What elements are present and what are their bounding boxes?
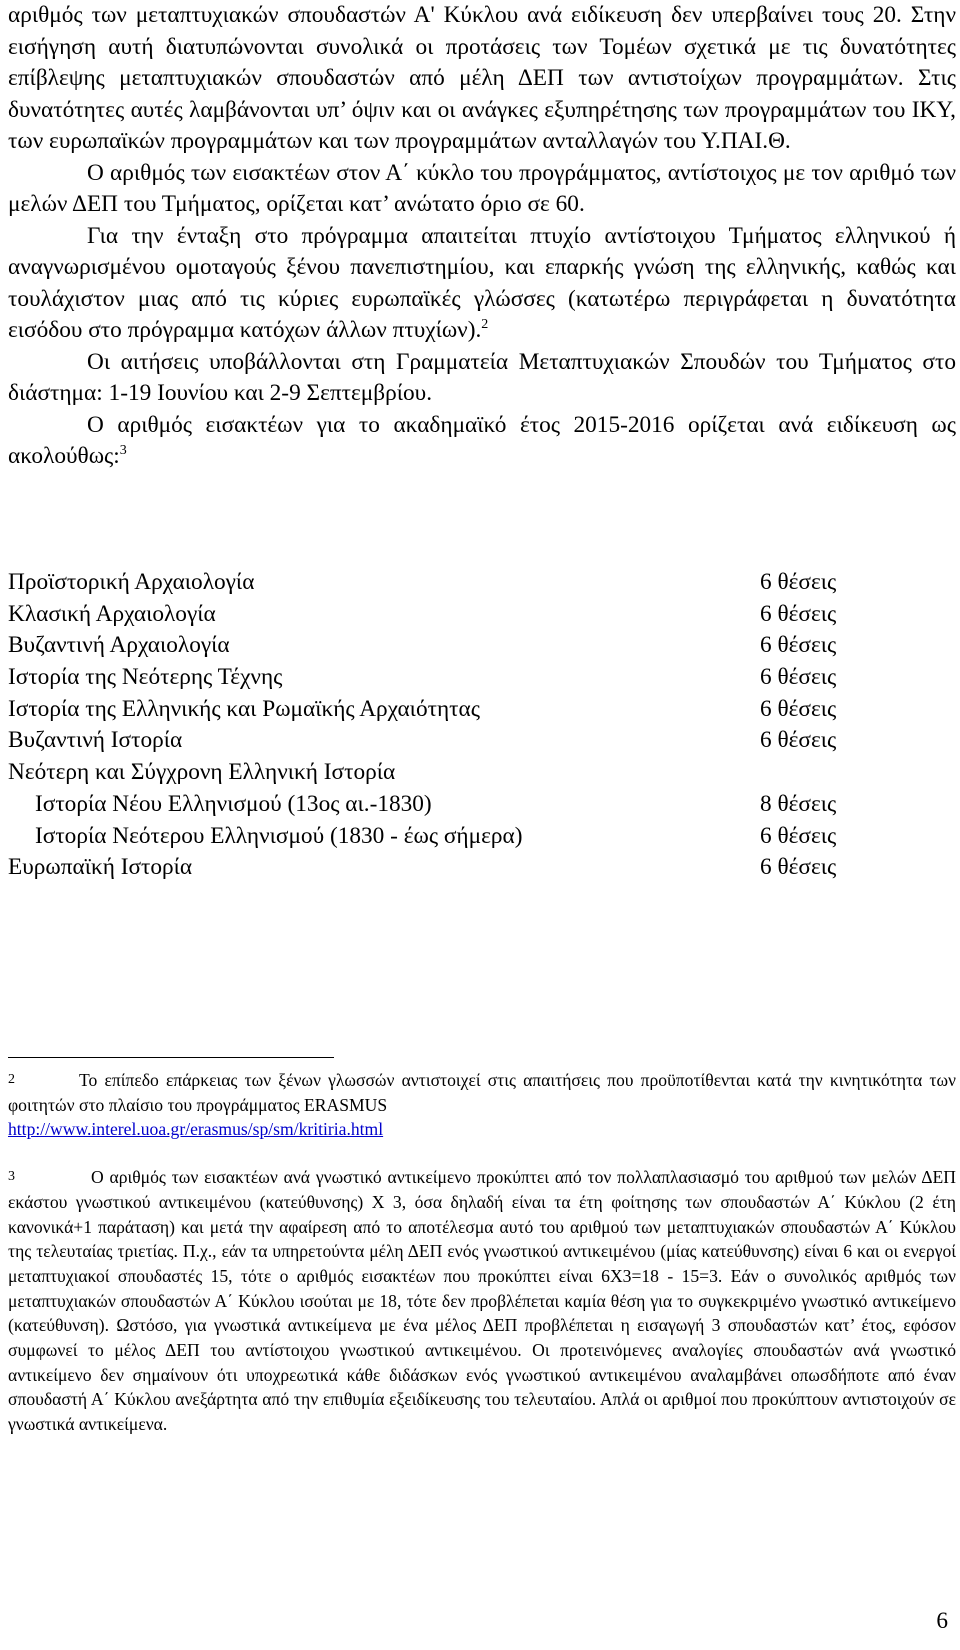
specialization-name: Κλασική Αρχαιολογία	[8, 600, 216, 627]
footnote-3	[8, 1165, 956, 1437]
seat-count: 8 θέσεις	[760, 790, 837, 817]
seat-count: 6 θέσεις	[760, 664, 837, 691]
specialization-name: Βυζαντινή Αρχαιολογία	[8, 632, 230, 659]
allocation-list	[8, 567, 908, 884]
footnote-link[interactable]: http://www.interel.uoa.gr/erasmus/sp/sm/kritiria.html	[8, 1119, 384, 1140]
specialization-name: Ιστορία Νέου Ελληνισμού (13ος αι.-1830)	[35, 790, 432, 817]
list-item	[8, 821, 908, 853]
seat-count: 6 θέσεις	[760, 600, 837, 627]
specialization-name: Ιστορία της Νεότερης Τέχνης	[8, 664, 283, 691]
list-item	[8, 694, 908, 726]
footnote-separator	[8, 1057, 334, 1058]
footnote-ref-3: 3	[119, 443, 127, 459]
specialization-name: Βυζαντινή Ιστορία	[8, 727, 183, 754]
footnote-ref-2: 2	[481, 317, 489, 333]
seat-count: 6 θέσεις	[760, 854, 837, 881]
specialization-name: Προϊστορική Αρχαιολογία	[8, 569, 255, 595]
seat-count: 6 θέσεις	[760, 727, 837, 754]
paragraph-requirements: Για την ένταξη στο πρόγραμμα απαιτείται πτυχίο αντίστοιχου Τμήματος ελληνικού ή αναγνωρισμένου ομοταγούς ξένου πανεπιστημίου, και επαρκής γνώση της ελληνικής, καθώς και τουλάχιστον μιας από τις κύριες ευρωπαϊκές γλώσσες (κατωτέρω περιγράφεται η δυνατότητα εισόδου στο πρόγραμμα κατόχων άλλων πτυχίων).$^2$	[8, 222, 956, 343]
paragraph-intake: Ο αριθμός εισακτέων για το ακαδημαϊκό έτος 2015-2016 ορίζεται ανά ειδίκευση ως ακολούθως:$^3$	[8, 411, 956, 469]
seat-count: 6 θέσεις	[760, 695, 837, 722]
footnote-2	[8, 1068, 956, 1142]
list-item	[8, 599, 908, 631]
list-item	[8, 662, 908, 694]
list-item	[8, 567, 908, 599]
specialization-name: Ευρωπαϊκή Ιστορία	[8, 854, 193, 881]
footnotes	[8, 1068, 956, 1437]
list-item	[8, 852, 908, 884]
paragraph-continuation: αριθμός των μεταπτυχιακών σπουδαστών Α' Κύκλου ανά ειδίκευση δεν υπερβαίνει τους 20. Στην εισήγηση αυτή διατυπώνονται συνολικά οι προτάσεις των Τομέων σχετικά με τις δυνατότητες επίβλεψης μεταπτυχιακών σπουδαστών από μέλη ΔΕΠ των αντιστοίχων προγραμμάτων. Στις δυνατότητες αυτές λαμβάνονται υπ’ όψιν και οι ανάγκες εξυπηρέτησης των προγραμμάτων του ΙΚΥ, των ευρωπαϊκών προγραμμάτων και των προγραμμάτων ανταλλαγών του Υ.ΠΑΙ.Θ.	[8, 2, 956, 154]
footnote-text: Το επίπεδο επάρκειας των ξένων γλωσσών αντιστοιχεί στις απαιτήσεις που προϋποτίθενται κατά την κινητικότητα των φοιτητών στο πλαίσιο του προγράμματος ERASMUS	[8, 1070, 956, 1115]
list-item	[8, 630, 908, 662]
footnote-number: 2	[8, 1072, 15, 1087]
specialization-name: Ιστορία Νεότερου Ελληνισμού (1830 - έως σήμερα)	[35, 822, 523, 849]
seat-count: 6 θέσεις	[760, 632, 837, 659]
paragraph-applications: Οι αιτήσεις υποβάλλονται στη Γραμματεία Μεταπτυχιακών Σπουδών του Τμήματος στο διάστημα: 1-19 Ιουνίου και 2-9 Σεπτεμβρίου.	[8, 348, 956, 406]
body-text	[8, 0, 956, 473]
page-number: 6	[936, 1608, 948, 1634]
paragraph-admission-count: Ο αριθμός των εισακτέων στον Α΄ κύκλο του προγράμματος, αντίστοιχος με τον αριθμό των μελών ΔΕΠ του Τμήματος, ορίζεται κατ’ ανώτατο όριο σε 60.	[8, 159, 956, 217]
list-item	[8, 789, 908, 821]
footnote-text: Ο αριθμός των εισακτέων ανά γνωστικό αντικείμενο προκύπτει από τον πολλαπλασιασμό του αριθμού των μελών ΔΕΠ εκάστου γνωστικού αντικειμένου (κατεύθυνσης) Χ 3, όσα δηλαδή είναι τα έτη φοίτησης των σπουδαστών Α΄ Κύκλου (2 έτη κανονικά+1 παράταση) και μετά την αφαίρεση από το αποτέλεσμα αυτό του αριθμού των μεταπτυχιακών σπουδαστών Α΄ Κύκλου της τελευταίας τριετίας. Π.χ., εάν τα υπηρετούντα μέλη ΔΕΠ ενός γνωστικού αντικειμένου (μίας κατεύθυνσης) είναι 6 και οι ενεργοί μεταπτυχιακοί σπουδαστές 15, τότε ο αριθμός εισακτέων που προκύπτει είναι 6Χ3=18 - 15=3. Εάν ο συνολικός αριθμός των μεταπτυχιακών σπουδαστών Α΄ Κύκλου ισούται με 18, τότε δεν προβλέπεται καμία θέση για το συγκεκριμένο γνωστικό αντικείμενο (κατεύθυνση). Ωστόσο, για γνωστικά αντικείμενα με ένα μέλος ΔΕΠ προβλέπεται η εισαγωγή 3 σπουδαστών κατ’ έτος, εφόσον συμφωνεί το μέλος ΔΕΠ του αντίστοιχου γνωστικού αντικειμένου. Οι προτεινόμενες αναλογίες σπουδαστών ανά γνωστικό αντικείμενο δεν σημαίνουν ότι υποχρεωτικά κάθε διδάσκων ενός γνωστικού αντικειμένου αναλαμβάνει οπωσδήποτε από έναν σπουδαστή Α΄ Κύκλου ανεξάρτητα από την επιθυμία εξειδίκευσης του τελευταίου. Απλά οι αριθμοί που προκύπτουν αντιστοιχούν σε γνωστικά αντικείμενα.	[8, 1167, 956, 1435]
list-item-group-heading	[8, 757, 908, 789]
footnote-number: 3	[8, 1169, 15, 1185]
list-item	[8, 725, 908, 757]
specialization-name: Ιστορία της Ελληνικής και Ρωμαϊκής Αρχαιότητας	[8, 695, 480, 722]
seat-count: 6 θέσεις	[760, 569, 837, 595]
specialization-name: Νεότερη και Σύγχρονη Ελληνική Ιστορία	[8, 759, 396, 786]
seat-count: 6 θέσεις	[760, 822, 837, 849]
